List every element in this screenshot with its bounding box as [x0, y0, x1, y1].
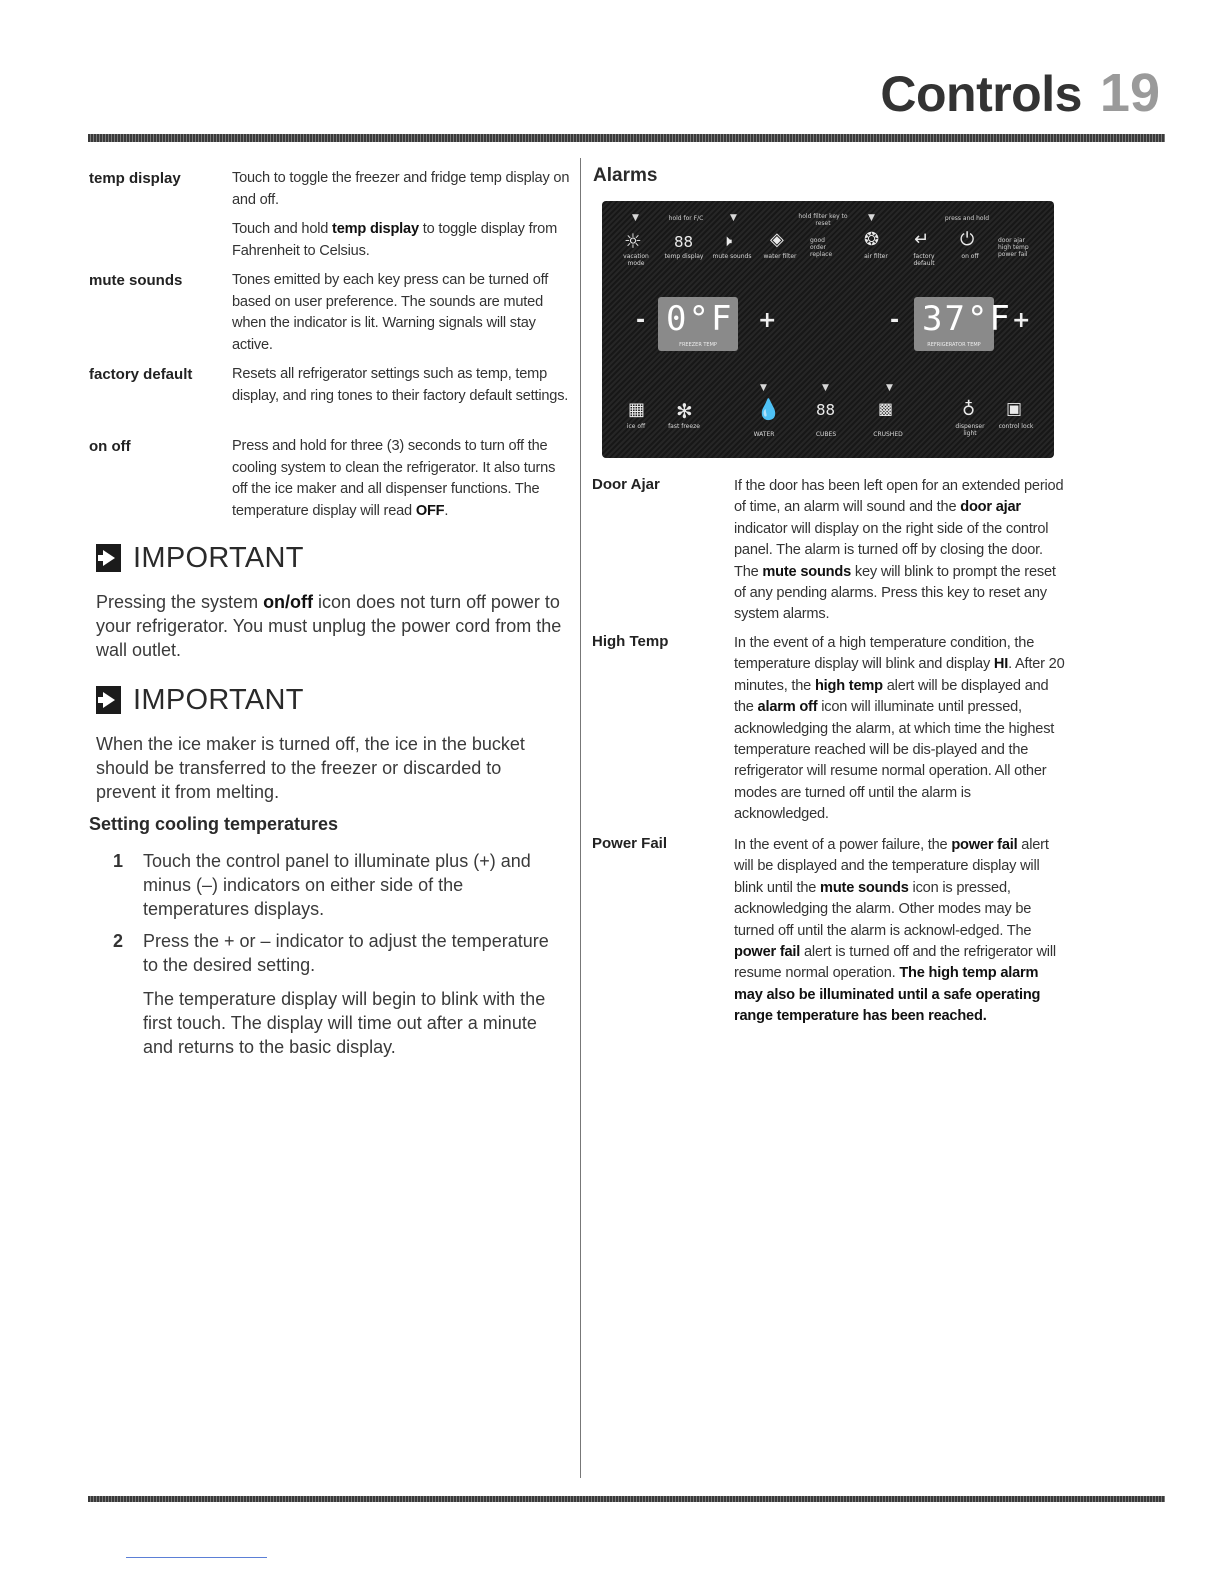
snowflake-icon: ✻	[676, 399, 693, 423]
paragraph	[232, 270, 570, 356]
return-icon: ↵	[914, 229, 930, 250]
control-panel-image	[602, 201, 1054, 458]
bold-text: high temp	[814, 677, 883, 694]
bold-text: power fail	[734, 944, 801, 961]
definition-term: factory default	[89, 366, 193, 383]
fridge-plus-button: +	[1012, 308, 1031, 333]
panel-label-water-filter: water filter	[763, 253, 797, 260]
ice-cubes-icon: 88	[816, 401, 836, 419]
panel-label-air-filter: air filter	[864, 253, 888, 260]
freezer-temp-caption: FREEZER TEMP	[679, 342, 717, 348]
freezer-temp-display	[658, 297, 738, 351]
definition-term: on off	[89, 438, 131, 455]
definition-desc	[232, 436, 570, 530]
alarm-desc	[734, 835, 1069, 1028]
alarm-status-list	[998, 237, 1048, 258]
paragraph: Press the + or – indicator to adjust the temperature to the desired setting.	[143, 931, 549, 975]
alarm-term: Power Fail	[592, 835, 668, 852]
bottom-rule	[88, 1496, 1165, 1502]
text-run: Press and hold for three (3) seconds to turn off the cooling system to clean the refrigerator. It also turns off the ice maker and all dispenser functions. The temperature display will read	[232, 438, 556, 519]
arrow-right-icon	[96, 686, 121, 714]
panel-hint: hold filter key to reset	[798, 213, 848, 227]
step-text	[143, 849, 553, 931]
alarm-desc	[734, 633, 1069, 826]
bold-text: OFF	[415, 502, 445, 519]
alarm-status-high-temp: high temp	[998, 244, 1029, 251]
panel-hint: press and hold	[944, 215, 990, 222]
freezer-minus-button: -	[636, 308, 646, 333]
page-title: Controls	[880, 66, 1082, 122]
text-run: icon will illuminate until pressed, acknowledging the alarm, at which time the highest temperature reached will be dis-played and the refrigerator will resume normal operation. All other modes are turned off until the alarm is acknowledged.	[734, 699, 1055, 823]
panel-label-dispenser-light: dispenser light	[955, 423, 985, 437]
filter-status-good: good	[810, 237, 825, 244]
bold-text: temp display	[332, 221, 419, 237]
text-run: In the event of a high temperature condition, the temperature display will blink and display	[734, 635, 1035, 673]
pointer-arrow-icon: ▼	[760, 383, 767, 393]
paragraph	[232, 168, 570, 211]
text-run: icon does not turn off power to your refrigerator. You must unplug the power cord from the wall outlet.	[96, 592, 562, 660]
panel-label-mute-sounds: mute sounds	[712, 253, 752, 260]
bold-text: mute sounds	[820, 879, 909, 896]
freezer-plus-button: +	[758, 308, 777, 333]
text-run: icon is pressed, acknowledging the alarm. Other modes may be turned off until the alarm is acknowl-edged. The	[734, 879, 1032, 939]
panel-label-temp-display: temp display	[664, 253, 704, 260]
fridge-temp-reading: 37°F	[922, 299, 1012, 339]
text-run: Pressing the system	[96, 592, 264, 612]
definition-desc	[232, 364, 570, 415]
text-run: alert will be displayed and the temperature display will blink until the	[734, 837, 1049, 896]
bold-text: The high temp alarm may also be illuminated until a safe operating range temperature has been reached.	[734, 965, 1041, 1025]
step-number: 1	[113, 851, 124, 871]
definition-desc	[232, 270, 570, 364]
page-header	[880, 62, 1160, 126]
filter-status-list	[810, 237, 858, 258]
light-bulb-icon: ♁	[962, 399, 976, 420]
arrow-right-icon	[96, 544, 121, 572]
bold-text: alarm off	[757, 699, 818, 716]
text-run: . After 20 minutes, the	[734, 656, 1065, 694]
pointer-arrow-icon: ▼	[868, 213, 875, 223]
text-run: When the ice maker is turned off, the ice in the bucket should be transferred to the freezer or discarded to prevent it from melting.	[96, 734, 525, 802]
panel-label-crushed: CRUSHED	[873, 431, 903, 438]
page-number: 19	[1099, 63, 1160, 123]
important-body	[96, 590, 566, 662]
paragraph	[232, 219, 570, 262]
filter-status-order: order	[810, 244, 826, 251]
panel-label-on-off: on off	[961, 253, 979, 260]
bold-text: HI	[993, 656, 1009, 673]
power-icon: ⏻	[960, 229, 975, 250]
definition-term: mute sounds	[89, 272, 183, 289]
lock-icon: ▣	[1006, 399, 1023, 419]
pointer-arrow-icon: ▼	[822, 383, 829, 393]
ice-off-icon: ▦	[628, 399, 646, 420]
water-filter-icon: ◈	[770, 229, 784, 250]
text-run: Touch and hold	[232, 221, 333, 237]
alarm-term: Door Ajar	[592, 476, 660, 493]
panel-label-cubes: CUBES	[815, 431, 837, 438]
alarm-status-power-fail: power fail	[998, 251, 1028, 258]
text-run: alert will be displayed and the	[734, 677, 1049, 716]
panel-label-ice-off: ice off	[626, 423, 646, 430]
alarms-heading: Alarms	[593, 165, 658, 186]
important-notice-power	[96, 540, 566, 662]
filter-status-replace: replace	[810, 251, 833, 258]
bold-text: mute sounds	[762, 563, 852, 580]
pointer-arrow-icon: ▼	[730, 213, 737, 223]
important-title: IMPORTANT	[133, 683, 304, 716]
fridge-temp-display	[914, 297, 1012, 351]
text-run: indicator will display on the right side of the control panel. The alarm is turned off by closing the door. The	[734, 520, 1049, 580]
freezer-temp-reading: 0°F	[666, 299, 734, 339]
bold-text: door ajar	[960, 499, 1021, 516]
panel-label-fast-freeze: fast freeze	[668, 423, 700, 430]
text-run: .	[444, 502, 449, 519]
alarm-term: High Temp	[592, 633, 669, 650]
pointer-arrow-icon: ▼	[632, 213, 639, 223]
bold-text: on/off	[263, 592, 314, 612]
paragraph: The temperature display will begin to blink with the first touch. The display will time out after a minute and returns to the basic display.	[143, 989, 546, 1057]
step-number: 2	[113, 931, 124, 951]
important-body	[96, 732, 566, 804]
panel-label-control-lock: control lock	[998, 423, 1034, 430]
bold-text: power fail	[951, 837, 1018, 853]
definition-desc	[232, 168, 570, 270]
paragraph: Touch the control panel to illuminate plus (+) and minus (–) indicators on either side of the temperatures displays.	[143, 851, 531, 919]
paragraph	[232, 364, 570, 407]
sun-icon: ☼	[624, 229, 642, 253]
column-divider	[580, 158, 581, 1478]
top-rule	[88, 134, 1165, 142]
panel-label-water: WATER	[753, 431, 775, 438]
paragraph	[232, 436, 570, 522]
air-filter-icon: ❂	[864, 229, 880, 250]
important-title: IMPORTANT	[133, 541, 304, 574]
panel-label-vacation-mode: vacation mode	[623, 253, 649, 267]
text-run: If the door has been left open for an extended period of time, an alarm will sound and the	[734, 478, 1064, 516]
text-run: key will blink to prompt the reset of any pending alarms. Press this key to reset any system alarms.	[734, 563, 1056, 623]
text-run: Tones emitted by each key press can be turned off based on user preference. The sounds are muted when the indicator is lit. Warning signals will stay active.	[232, 272, 549, 353]
speaker-mute-icon: 🕨	[722, 231, 733, 250]
step-text	[143, 929, 553, 1069]
footer-link-line	[126, 1557, 267, 1558]
fridge-temp-caption: REFRIGERATOR TEMP	[927, 342, 981, 348]
section-heading: Setting cooling temperatures	[89, 814, 339, 834]
alarm-desc	[734, 476, 1069, 626]
water-drop-icon: 💧	[756, 397, 781, 421]
crushed-ice-icon: ▩	[878, 399, 894, 418]
text-run: Resets all refrigerator settings such as temp, temp display, and ring tones to their factory default settings.	[232, 366, 569, 404]
alarm-status-door-ajar: door ajar	[998, 237, 1026, 244]
text-run: alert is turned off and the refrigerator will resume normal operation.	[734, 944, 1056, 982]
definition-term: temp display	[89, 170, 181, 187]
temp-display-icon: 88	[674, 233, 694, 251]
fridge-minus-button: -	[890, 308, 900, 333]
important-notice-ice	[96, 682, 566, 804]
text-run: Touch to toggle the freezer and fridge temp display on and off.	[232, 170, 570, 208]
panel-label-factory-default: factory default	[913, 253, 935, 267]
text-run: In the event of a power failure, the	[734, 837, 952, 853]
pointer-arrow-icon: ▼	[886, 383, 893, 393]
text-run: to toggle display from Fahrenheit to Celsius.	[232, 221, 558, 259]
panel-hint: hold for F/C	[668, 215, 704, 222]
